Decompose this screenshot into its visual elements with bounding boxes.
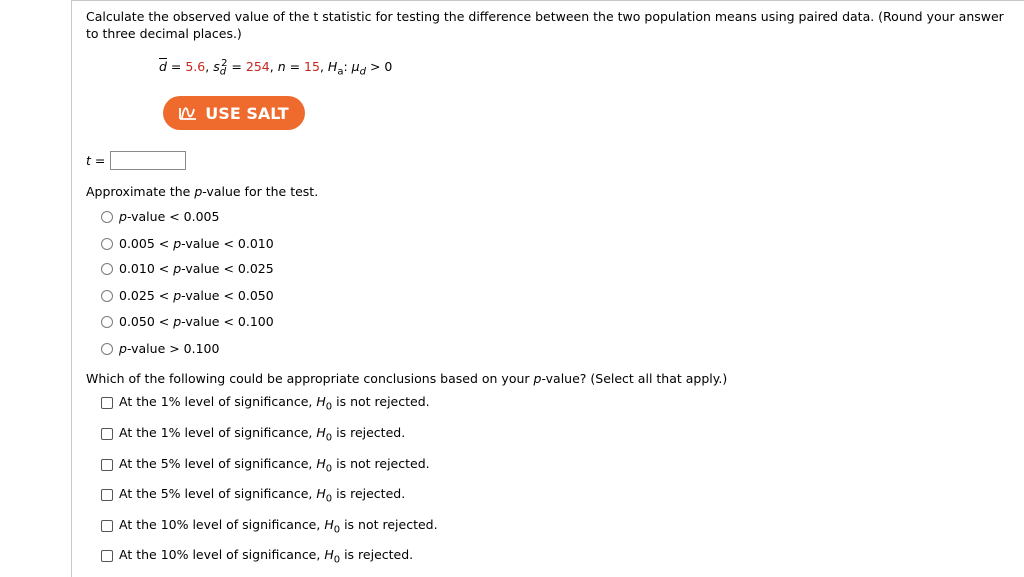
dbar-value: 5.6 xyxy=(185,59,206,75)
conclusion-option[interactable] xyxy=(101,517,438,536)
h-relation: > 0 xyxy=(369,59,393,75)
h-subscript: 0 xyxy=(325,493,333,505)
h-symbol: H xyxy=(316,425,326,440)
conclusion-prefix: At the 10% level of significance, xyxy=(119,517,325,532)
h-subscript: 0 xyxy=(333,554,341,566)
conclusion-option-label xyxy=(119,517,438,536)
mu-symbol: μ xyxy=(351,59,360,75)
checkbox[interactable] xyxy=(101,550,113,562)
conclusion-suffix: is not rejected. xyxy=(332,394,430,409)
use-salt-button[interactable] xyxy=(163,96,305,130)
s-symbol: s xyxy=(213,59,220,75)
pvalue-option[interactable] xyxy=(101,341,219,356)
question-text: Calculate the observed value of the t statistic for testing the difference between the two population means using paired data. (Round your answer to three decimal places.) xyxy=(86,9,1004,41)
h-subscript: 0 xyxy=(325,432,333,444)
h-symbol: H xyxy=(316,456,326,471)
t-statistic-input[interactable] xyxy=(110,151,186,170)
conclusion-option-label xyxy=(119,547,413,566)
conclusion-option-label xyxy=(119,456,430,475)
pvalue-option-label: 0.010 < p-value < 0.025 xyxy=(119,261,274,276)
conclusion-prefix: At the 1% level of significance, xyxy=(119,394,317,409)
pvalue-option-label: p-value > 0.100 xyxy=(119,341,220,356)
pvalue-option-label: p-value < 0.005 xyxy=(119,209,220,224)
h-symbol: H xyxy=(327,59,338,75)
radio-button[interactable] xyxy=(101,343,113,355)
s-subscript: d xyxy=(219,66,227,78)
h-symbol: H xyxy=(316,394,326,409)
h-subscript: 0 xyxy=(333,524,341,536)
conclusion-prefix: At the 1% level of significance, xyxy=(119,425,317,440)
dbar-symbol: $\overline{d}$ xyxy=(159,59,167,75)
radio-button[interactable] xyxy=(101,238,113,250)
checkbox[interactable] xyxy=(101,459,113,471)
conclusion-prefix: At the 5% level of significance, xyxy=(119,456,317,471)
conclusion-option-label xyxy=(119,425,405,444)
conclusions-prompt: Which of the following could be appropriate conclusions based on your p-value? (Select all that apply.) xyxy=(86,371,728,386)
conclusion-option[interactable] xyxy=(101,547,413,566)
pvalue-option-label: 0.025 < p-value < 0.050 xyxy=(119,288,274,303)
pvalue-option[interactable] xyxy=(101,236,274,251)
conclusion-option[interactable] xyxy=(101,486,405,505)
pvalue-option[interactable] xyxy=(101,209,219,224)
radio-button[interactable] xyxy=(101,316,113,328)
radio-button[interactable] xyxy=(101,290,113,302)
h-symbol: H xyxy=(324,547,334,562)
n-symbol: n xyxy=(277,59,286,75)
conclusion-suffix: is not rejected. xyxy=(332,456,430,471)
t-label: t = xyxy=(86,153,106,168)
conclusion-suffix: is rejected. xyxy=(332,486,406,501)
conclusion-option[interactable] xyxy=(101,425,405,444)
conclusion-prefix: At the 10% level of significance, xyxy=(119,547,325,562)
h-symbol: H xyxy=(316,486,326,501)
checkbox[interactable] xyxy=(101,520,113,532)
pvalue-option[interactable] xyxy=(101,288,274,303)
h-symbol: H xyxy=(324,517,334,532)
conclusion-prefix: At the 5% level of significance, xyxy=(119,486,317,501)
given-values: $\overline{d} = 5.6$, $s_d^2 = 254$, n = 15, $H_a$: $\mu_d > 0$ xyxy=(159,58,393,78)
checkbox[interactable] xyxy=(101,428,113,440)
conclusion-suffix: is rejected. xyxy=(340,547,414,562)
conclusion-suffix: is rejected. xyxy=(332,425,406,440)
n-value: 15 xyxy=(304,59,320,75)
radio-button[interactable] xyxy=(101,263,113,275)
h-subscript: 0 xyxy=(325,463,333,475)
s-superscript: 2 xyxy=(221,58,228,69)
salt-icon xyxy=(179,105,197,121)
pvalue-option-label: 0.050 < p-value < 0.100 xyxy=(119,314,274,329)
checkbox[interactable] xyxy=(101,397,113,409)
mu-subscript: d xyxy=(359,66,366,78)
pvalue-option[interactable] xyxy=(101,261,274,276)
conclusion-option[interactable] xyxy=(101,394,430,413)
h-subscript: 0 xyxy=(325,401,333,413)
pvalue-prompt: Approximate the p-value for the test. xyxy=(86,184,319,199)
use-salt-label: USE SALT xyxy=(205,103,289,123)
checkbox[interactable] xyxy=(101,489,113,501)
conclusion-option-label xyxy=(119,394,430,413)
radio-button[interactable] xyxy=(101,211,113,223)
pvalue-option-label: 0.005 < p-value < 0.010 xyxy=(119,236,274,251)
conclusion-suffix: is not rejected. xyxy=(340,517,438,532)
conclusion-option-label xyxy=(119,486,405,505)
s-value: 254 xyxy=(245,59,270,75)
h-subscript: a xyxy=(337,66,344,78)
conclusion-option[interactable] xyxy=(101,456,430,475)
pvalue-option[interactable] xyxy=(101,314,274,329)
